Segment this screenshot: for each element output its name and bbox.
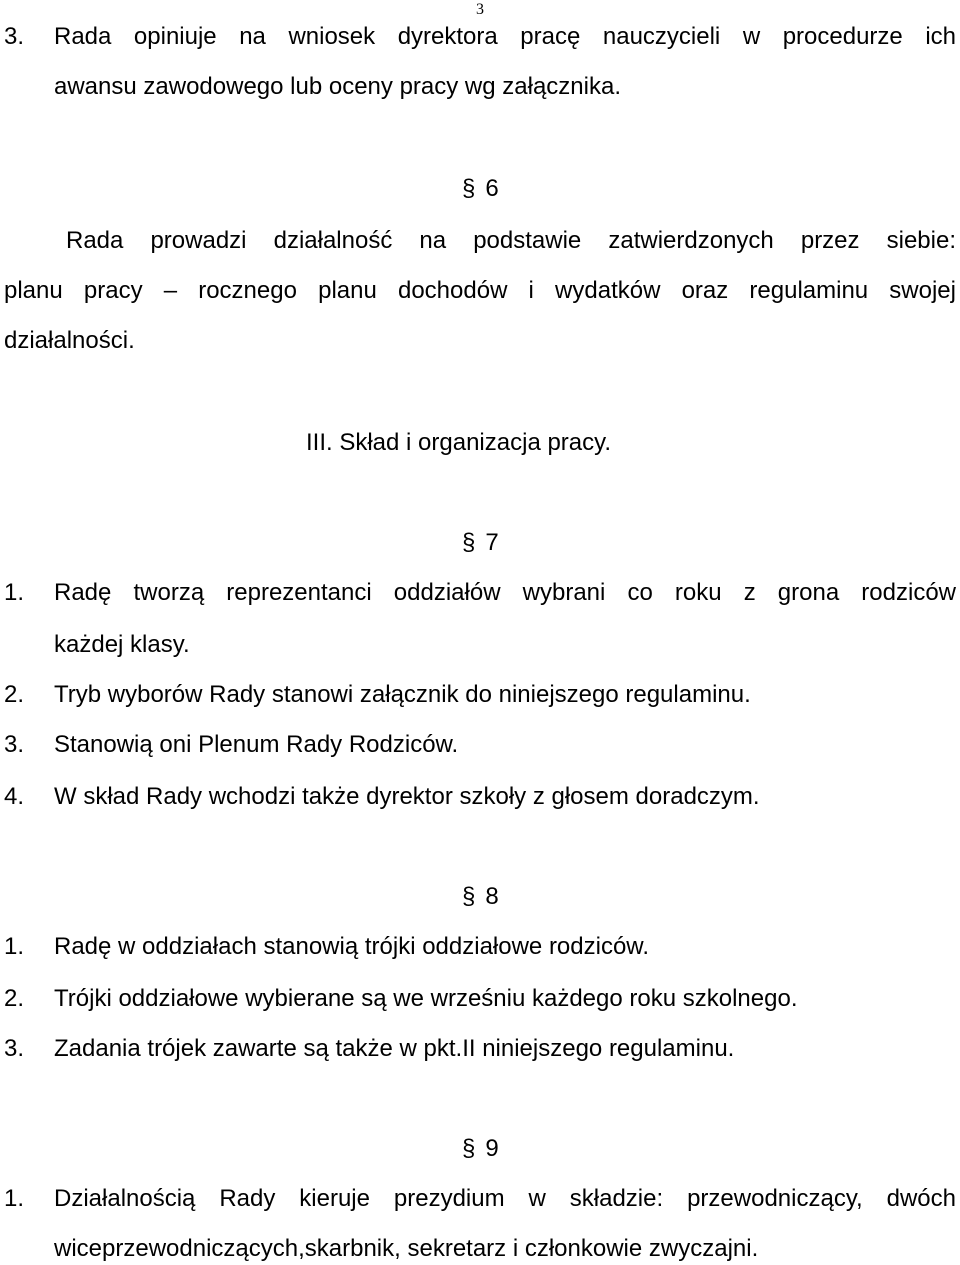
section-heading-6 bbox=[462, 174, 499, 204]
section-number: 6 bbox=[485, 175, 499, 202]
item-text-line: Działalnością Rady kieruje prezydium w składzie: przewodniczący, dwóch bbox=[54, 1185, 956, 1212]
chapter-heading: III. Skład i organizacja pracy. bbox=[306, 429, 612, 456]
section-symbol: § bbox=[462, 1135, 476, 1162]
item-number: 1. bbox=[4, 579, 25, 606]
item-number: 1. bbox=[4, 1185, 25, 1212]
item-text-line: Trójki oddziałowe wybierane są we wrześniu każdego roku szkolnego. bbox=[54, 985, 798, 1012]
item-text-line: awansu zawodowego lub oceny pracy wg załącznika. bbox=[54, 73, 621, 100]
item-text-line: każdej klasy. bbox=[54, 631, 190, 658]
item-text-line: Zadania trójek zawarte są także w pkt.II niniejszego regulaminu. bbox=[54, 1035, 735, 1062]
item-text-line: W skład Rady wchodzi także dyrektor szkoły z głosem doradczym. bbox=[54, 783, 760, 810]
section-number: 9 bbox=[485, 1135, 499, 1162]
paragraph-line: działalności. bbox=[4, 327, 135, 354]
section-symbol: § bbox=[462, 175, 476, 202]
item-number: 2. bbox=[4, 985, 25, 1012]
paragraph-line: planu pracy – rocznego planu dochodów i wydatków oraz regulaminu swojej bbox=[4, 277, 956, 304]
item-number: 3. bbox=[4, 23, 25, 50]
item-text-line: Tryb wyborów Rady stanowi załącznik do niniejszego regulaminu. bbox=[54, 681, 751, 708]
item-number: 2. bbox=[4, 681, 25, 708]
item-number: 4. bbox=[4, 783, 25, 810]
item-text-line: wiceprzewodniczących,skarbnik, sekretarz i członkowie zwyczajni. bbox=[54, 1235, 759, 1262]
section-number: 8 bbox=[485, 883, 499, 910]
item-text-line: Radę tworzą reprezentanci oddziałów wybrani co roku z grona rodziców bbox=[54, 579, 956, 606]
item-text-line: Radę w oddziałach stanowią trójki oddziałowe rodziców. bbox=[54, 933, 649, 960]
section-symbol: § bbox=[462, 883, 476, 910]
item-number: 3. bbox=[4, 1035, 25, 1062]
section-heading-7 bbox=[462, 528, 499, 558]
section-number: 7 bbox=[485, 529, 499, 556]
paragraph-line: Rada prowadzi działalność na podstawie zatwierdzonych przez siebie: bbox=[66, 227, 956, 254]
page-number: 3 bbox=[476, 1, 484, 18]
section-heading-9 bbox=[462, 1134, 499, 1164]
section-heading-8 bbox=[462, 882, 499, 912]
item-number: 1. bbox=[4, 933, 25, 960]
item-text-line: Stanowią oni Plenum Rady Rodziców. bbox=[54, 731, 459, 758]
item-text-line: Rada opiniuje na wniosek dyrektora pracę nauczycieli w procedurze ich bbox=[54, 23, 956, 50]
item-number: 3. bbox=[4, 731, 25, 758]
section-symbol: § bbox=[462, 529, 476, 556]
